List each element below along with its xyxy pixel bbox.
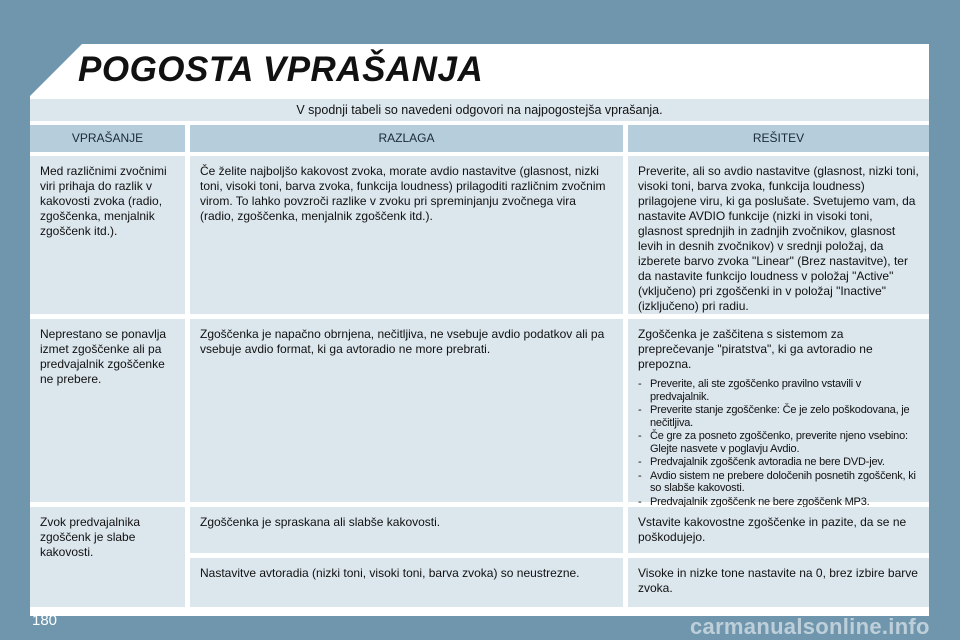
list-item: - Preverite, ali ste zgoščenko pravilno vstavili v predvajalnik. [638, 378, 919, 403]
row3-solution-a-text: Vstavite kakovostne zgoščenke in pazite, da se ne poškodujejo. [638, 515, 907, 544]
column-header-question: VPRAŠANJE [30, 125, 185, 152]
row2-solution [628, 319, 929, 508]
list-item: - Če gre za posneto zgoščenko, preverite njeno vsebino: Glejte nasvete v poglavju Avdio. [638, 430, 919, 455]
page-title: POGOSTA VPRAŠANJA [78, 50, 484, 89]
row1-solution-text: Preverite, ali so avdio nastavitve (glasnost, nizki toni, visoki toni, barva zvoka, funkcija loudness) prilagojene viru, ki ga poslušate. Svetujemo vam, da nastavite AVDIO funkcije (nizki in visoki toni, glasnost sprednjih in zadnjih zvočnikov, glasnost levih in desnih zvočnikov) v srednji položaj, da izberete barvo zvoka "Linear" (Brez nastavitve), ter da nastavite funkcijo loudness v položaj "Active" (vključeno) pri zgoščenki in v položaj "Inactive" (izključeno) pri radiu. [638, 164, 919, 313]
row1-explanation-text: Če želite najboljšo kakovost zvoka, morate avdio nastavitve (glasnost, nizki toni, visoki toni, barva zvoka, funkcija loudness) prilagoditi različnim zvočnim virom. To lahko povzroči razlike v zvoku pri spreminjanju zvočnega vira (radio, zgoščenka, menjalnik zgoščenk itd.). [200, 164, 606, 223]
row2-solution-list [638, 378, 919, 508]
list-item: - Predvajalnik zgoščenk ne bere zgoščenk MP3. [638, 496, 919, 509]
row1-question-text: Med različnimi zvočnimi viri prihaja do razlik v kakovosti zvoka (radio, zgoščenka, menjalnik zgoščenk itd.). [40, 164, 167, 238]
row3-explanation-b-text: Nastavitve avtoradia (nizki toni, visoki toni, barva zvoka) so neustrezne. [200, 566, 580, 580]
row3-question [30, 507, 185, 607]
row3-explanation-a-text: Zgoščenka je spraskana ali slabše kakovosti. [200, 515, 441, 529]
row2-solution-intro: Zgoščenka je zaščitena s sistemom za preprečevanje "piratstva", ki ga avtoradio ne prepozna. [638, 327, 873, 371]
row3-solution-b-text: Visoke in nizke tone nastavite na 0, brez izbire barve zvoka. [638, 566, 918, 595]
list-item: - Preverite stanje zgoščenke: Če je zelo poškodovana, je nečitljiva. [638, 404, 919, 429]
row2-explanation-text: Zgoščenka je napačno obrnjena, nečitljiva, ne vsebuje avdio podatkov ali pa vsebuje avdio format, ki ga avtoradio ne more prebrati. [200, 327, 605, 356]
row3-solution-a [628, 507, 929, 553]
row3-explanation-b [190, 558, 623, 607]
list-item: - Predvajalnik zgoščenk avtoradia ne bere DVD-jev. [638, 456, 919, 469]
row2-explanation [190, 319, 623, 502]
table-header-row [30, 125, 929, 152]
row1-solution [628, 156, 929, 314]
row2-question [30, 319, 185, 502]
table-intro: V spodnji tabeli so navedeni odgovori na najpogostejša vprašanja. [30, 99, 929, 121]
row3-solution-b [628, 558, 929, 607]
list-item: - Avdio sistem ne prebere določenih posnetih zgoščenk, ki so slabše kakovosti. [638, 470, 919, 495]
row3-explanation-a [190, 507, 623, 553]
watermark: carmanualsonline.info [690, 614, 930, 639]
column-header-solution: REŠITEV [628, 125, 929, 152]
row2-question-text: Neprestano se ponavlja izmet zgoščenke ali pa predvajalnik zgoščenke ne prebere. [40, 327, 167, 386]
column-header-explanation: RAZLAGA [190, 125, 623, 152]
row1-question [30, 156, 185, 314]
row1-explanation [190, 156, 623, 314]
page-number: 180 [32, 612, 58, 629]
row3-question-text: Zvok predvajalnika zgoščenk je slabe kakovosti. [40, 515, 141, 559]
page-corner-cut [30, 44, 82, 96]
